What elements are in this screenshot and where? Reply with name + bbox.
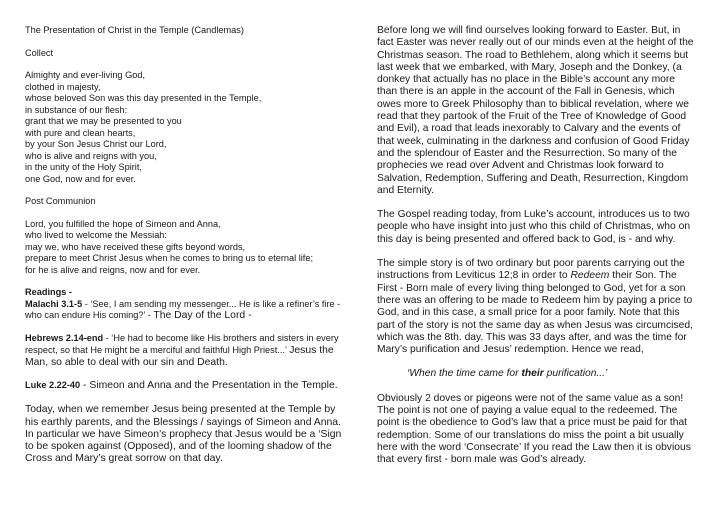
right-column [377,25,697,467]
collect-heading: Collect [25,47,54,58]
reading-ref-luke: Luke 2.22-40 [25,380,81,391]
paragraph-3-text-b: their Son. The First - Born male of every living thing belonged to God, yet for a son there was an offering to be made to Redeem him by paying a price to God, and in this case, a small price for a poor family. Note that this part of the story is not the same day as when Jesus was circumcised, which was the 8th. day. This was 33 days after, and was the time for Mary’s purification and Jesus’ redemption. Hence we read, [377,270,693,356]
left-column [25,25,351,465]
post-communion-heading: Post Communion [25,196,96,206]
readings-heading: Readings - [25,287,72,297]
quote-text-c: purification...’ [543,368,608,380]
reflection-paragraph-4: Obviously 2 doves or pigeons were not of the same value as a son! The point is not one of paying a value equal to the redeemed. The point is the obedience to God’s law that a price must be paid for that redemption. Some of our translations do miss the point a bit usually here with the word ‘Consecrate’ If you read the Law then it is obvious that every first - born male was God’s already. [377,392,691,466]
reflection-paragraph-3 [377,258,697,356]
reading-ref-malachi: Malachi 3.1-5 [25,298,83,309]
post-communion-prayer [25,219,351,277]
post-communion-line: prepare to meet Christ Jesus when he comes to bring us to eternal life; [25,253,314,263]
post-communion-line: may we, who have received these gifts beyond words, [25,241,246,252]
collect-prayer [25,70,351,185]
reading-theme-malachi: The Day of the Lord - [153,310,252,321]
page-title: The Presentation of Christ in the Temple (Candlemas) [25,25,244,35]
readings-block [25,287,351,322]
reflection-paragraph-2: The Gospel reading today, from Luke’s account, introduces us to two people who have insight into just who this child of Christmas, who on this day is being presented and offered back to God, is - and why. [377,209,691,245]
collect-line: with pure and clean hearts, [25,127,136,138]
collect-line: one God, now and for ever. [25,173,136,184]
collect-line: grant that we may be presented to you [25,116,182,126]
collect-line: whose beloved Son was this day presented in the Temple, [25,93,262,103]
quote-emphasis: their [521,368,544,380]
redeem-emphasis: Redeem [570,270,610,282]
collect-line: in substance of our flesh: [25,104,128,115]
scripture-quote [377,368,697,380]
intro-paragraph: Today, when we remember Jesus being presented at the Temple by his earthly parents, and the Blessings / sayings of Simeon and Anna. In particular we have Simeon’s prophecy that Jesus would be a ‘Sign to be spoken against (Opposed), and of the looming shadow of the Cross and Mary’s great sorrow on that day. [25,404,342,465]
reading-text-malachi: - ‘See, I am sending my messenger... He is like a refiner’s fire - who can endure His coming?’ - [25,298,341,320]
collect-line: who is alive and reigns with you, [25,150,157,161]
post-communion-line: who lived to welcome the Messiah: [25,230,167,240]
collect-line: Almighty and ever-living God, [25,70,146,80]
quote-text-a: ‘When the time came for [407,368,522,380]
reading-hebrews [25,333,351,369]
post-communion-line: Lord, you fulfilled the hope of Simeon and Anna, [25,218,221,229]
reading-text-luke: - Simeon and Anna and the Presentation in the Temple. [80,380,338,392]
reading-text-hebrews: - ‘He had to become like His brothers and sisters in every respect, so that He might be a merciful and faithful High Priest...’ [25,333,339,355]
reflection-paragraph-1: Before long we will find ourselves looking forward to Easter. But, in fact Easter was never really out of our minds even at the height of the Christmas season. The road to Bethlehem, along which it seems but last week that we embarked, with Mary, Joseph and the Donkey, (a donkey that actually has no place in the Bible’s account any more than there is an apple in the account of the Fall in Genesis, which owes more to Greek Philosophy than to biblical revelation, where we read that they partook of the Fruit of the Tree of Knowledge of Good and Evil), a road that leads inexorably to Calvary and the events of that week, culminating in the darkness and confusion of Good Friday and the splendour of Easter and the Resurrection. So many of the prophecies we read over Advent and Christmas look forward to Salvation, Redemption, Suffering and Death, Resurrection, Kingdom and Eternity. [377,25,694,196]
collect-line: by your Son Jesus Christ our Lord, [25,139,167,149]
reading-ref-hebrews: Hebrews 2.14-end [25,333,104,344]
paragraph-3-text-a: The simple story is of two ordinary but poor parents carrying out the instructions from Leviticus 12;8 in order to [377,258,685,282]
post-communion-line: for he is alive and reigns, now and for ever. [25,264,201,275]
reading-theme-hebrews: Jesus the Man, so able to deal with our sin and Death. [25,344,334,368]
reading-luke [25,380,351,392]
collect-line: clothed in majesty, [25,81,101,92]
collect-line: in the unity of the Holy Spirit, [25,162,142,172]
